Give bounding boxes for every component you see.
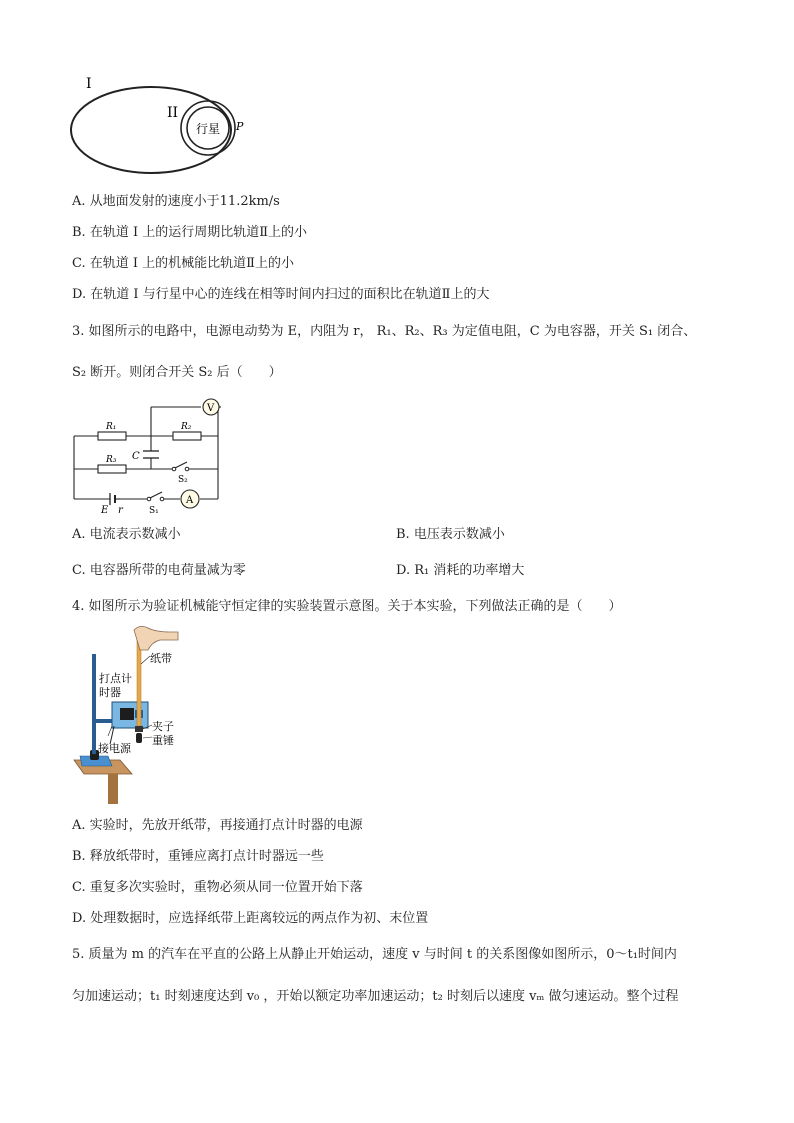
paper-tape	[137, 638, 141, 726]
timer-label-1: 打点计	[99, 672, 132, 685]
resistor-r1	[98, 432, 126, 440]
timer-label-2: 时器	[99, 686, 121, 699]
resistor-r2	[173, 432, 201, 440]
q5-line1: 5. 质量为 m 的汽车在平直的公路上从静止开始运动，速度 v 与时间 t 的关系图像如图所示，0～t₁时间内	[72, 947, 677, 962]
switch-s2	[172, 462, 189, 471]
orbit-I-label: I	[86, 76, 92, 92]
q2-option-a: A. 从地面发射的速度小于11.2km/s	[72, 194, 280, 209]
point-p-label: P	[236, 120, 244, 133]
clamp	[135, 726, 143, 732]
c-label: C	[132, 451, 140, 462]
q2-option-c: C. 在轨道 I 上的机械能比轨道Ⅱ上的小	[72, 256, 294, 271]
orbit-II-label: II	[167, 105, 179, 121]
q3-stem-line1: 3. 如图所示的电路中，电源电动势为 E，内阻为 r， R₁、R₂、R₃ 为定值电阻，C 为电容器，开关 S₁ 闭合、	[72, 324, 697, 339]
s1-label: S₁	[149, 506, 159, 514]
r2-label: R₂	[181, 422, 192, 432]
voltmeter-label: V	[207, 403, 215, 414]
table-leg	[108, 774, 118, 804]
planet-label: 行星	[196, 122, 221, 136]
clamp-label: 夹子	[152, 720, 174, 733]
stand-rod	[92, 654, 96, 754]
resistor-r3	[98, 465, 126, 473]
q3-option-c: C. 电容器所带的电荷量减为零	[72, 563, 246, 578]
q2-option-d: D. 在轨道 I 与行星中心的连线在相等时间内扫过的面积比在轨道Ⅱ上的大	[72, 287, 490, 302]
e-label: E	[101, 505, 109, 514]
q3-option-d: D. R₁ 消耗的功率增大	[396, 563, 525, 578]
q4-option-c: C. 重复多次实验时，重物必须从同一位置开始下落	[72, 880, 363, 895]
q5-line2: 匀加速运动；t₁ 时刻速度达到 v₀ ，开始以额定功率加速运动；t₂ 时刻后以速度 vₘ 做匀速运动。整个过程	[72, 989, 679, 1004]
r1-label: R₁	[106, 422, 117, 432]
q2-option-b: B. 在轨道 I 上的运行周期比轨道Ⅱ上的小	[72, 225, 308, 240]
r-label: r	[118, 505, 123, 514]
weight	[136, 733, 142, 743]
hand	[134, 626, 178, 650]
q4-option-d: D. 处理数据时，应选择纸带上距离较远的两点作为初、末位置	[72, 911, 429, 926]
ammeter-label: A	[186, 495, 194, 506]
battery	[110, 493, 120, 505]
q4-stem: 4. 如图所示为验证机械能守恒定律的实验装置示意图。关于本实验，下列做法正确的是（ ）	[72, 599, 622, 614]
q4-option-a: A. 实验时，先放开纸带，再接通打点计时器的电源	[72, 818, 363, 833]
weight-label: 重锤	[152, 734, 174, 747]
q3-option-b: B. 电压表示数减小	[396, 527, 505, 542]
paper-tape-label: 纸带	[150, 652, 172, 665]
q4-option-b: B. 释放纸带时，重锤应离打点计时器远一些	[72, 849, 324, 864]
orbit-figure	[66, 70, 266, 180]
power-label: 接电源	[98, 742, 131, 755]
r3-label: R₃	[106, 455, 117, 465]
q3-option-a: A. 电流表示数减小	[72, 527, 181, 542]
switch-s1	[147, 492, 164, 501]
circuit-figure	[68, 396, 228, 514]
experiment-figure	[70, 626, 190, 806]
s2-label: S₂	[178, 475, 188, 485]
q3-stem-line2: S₂ 断开。则闭合开关 S₂ 后（ ）	[72, 365, 282, 380]
